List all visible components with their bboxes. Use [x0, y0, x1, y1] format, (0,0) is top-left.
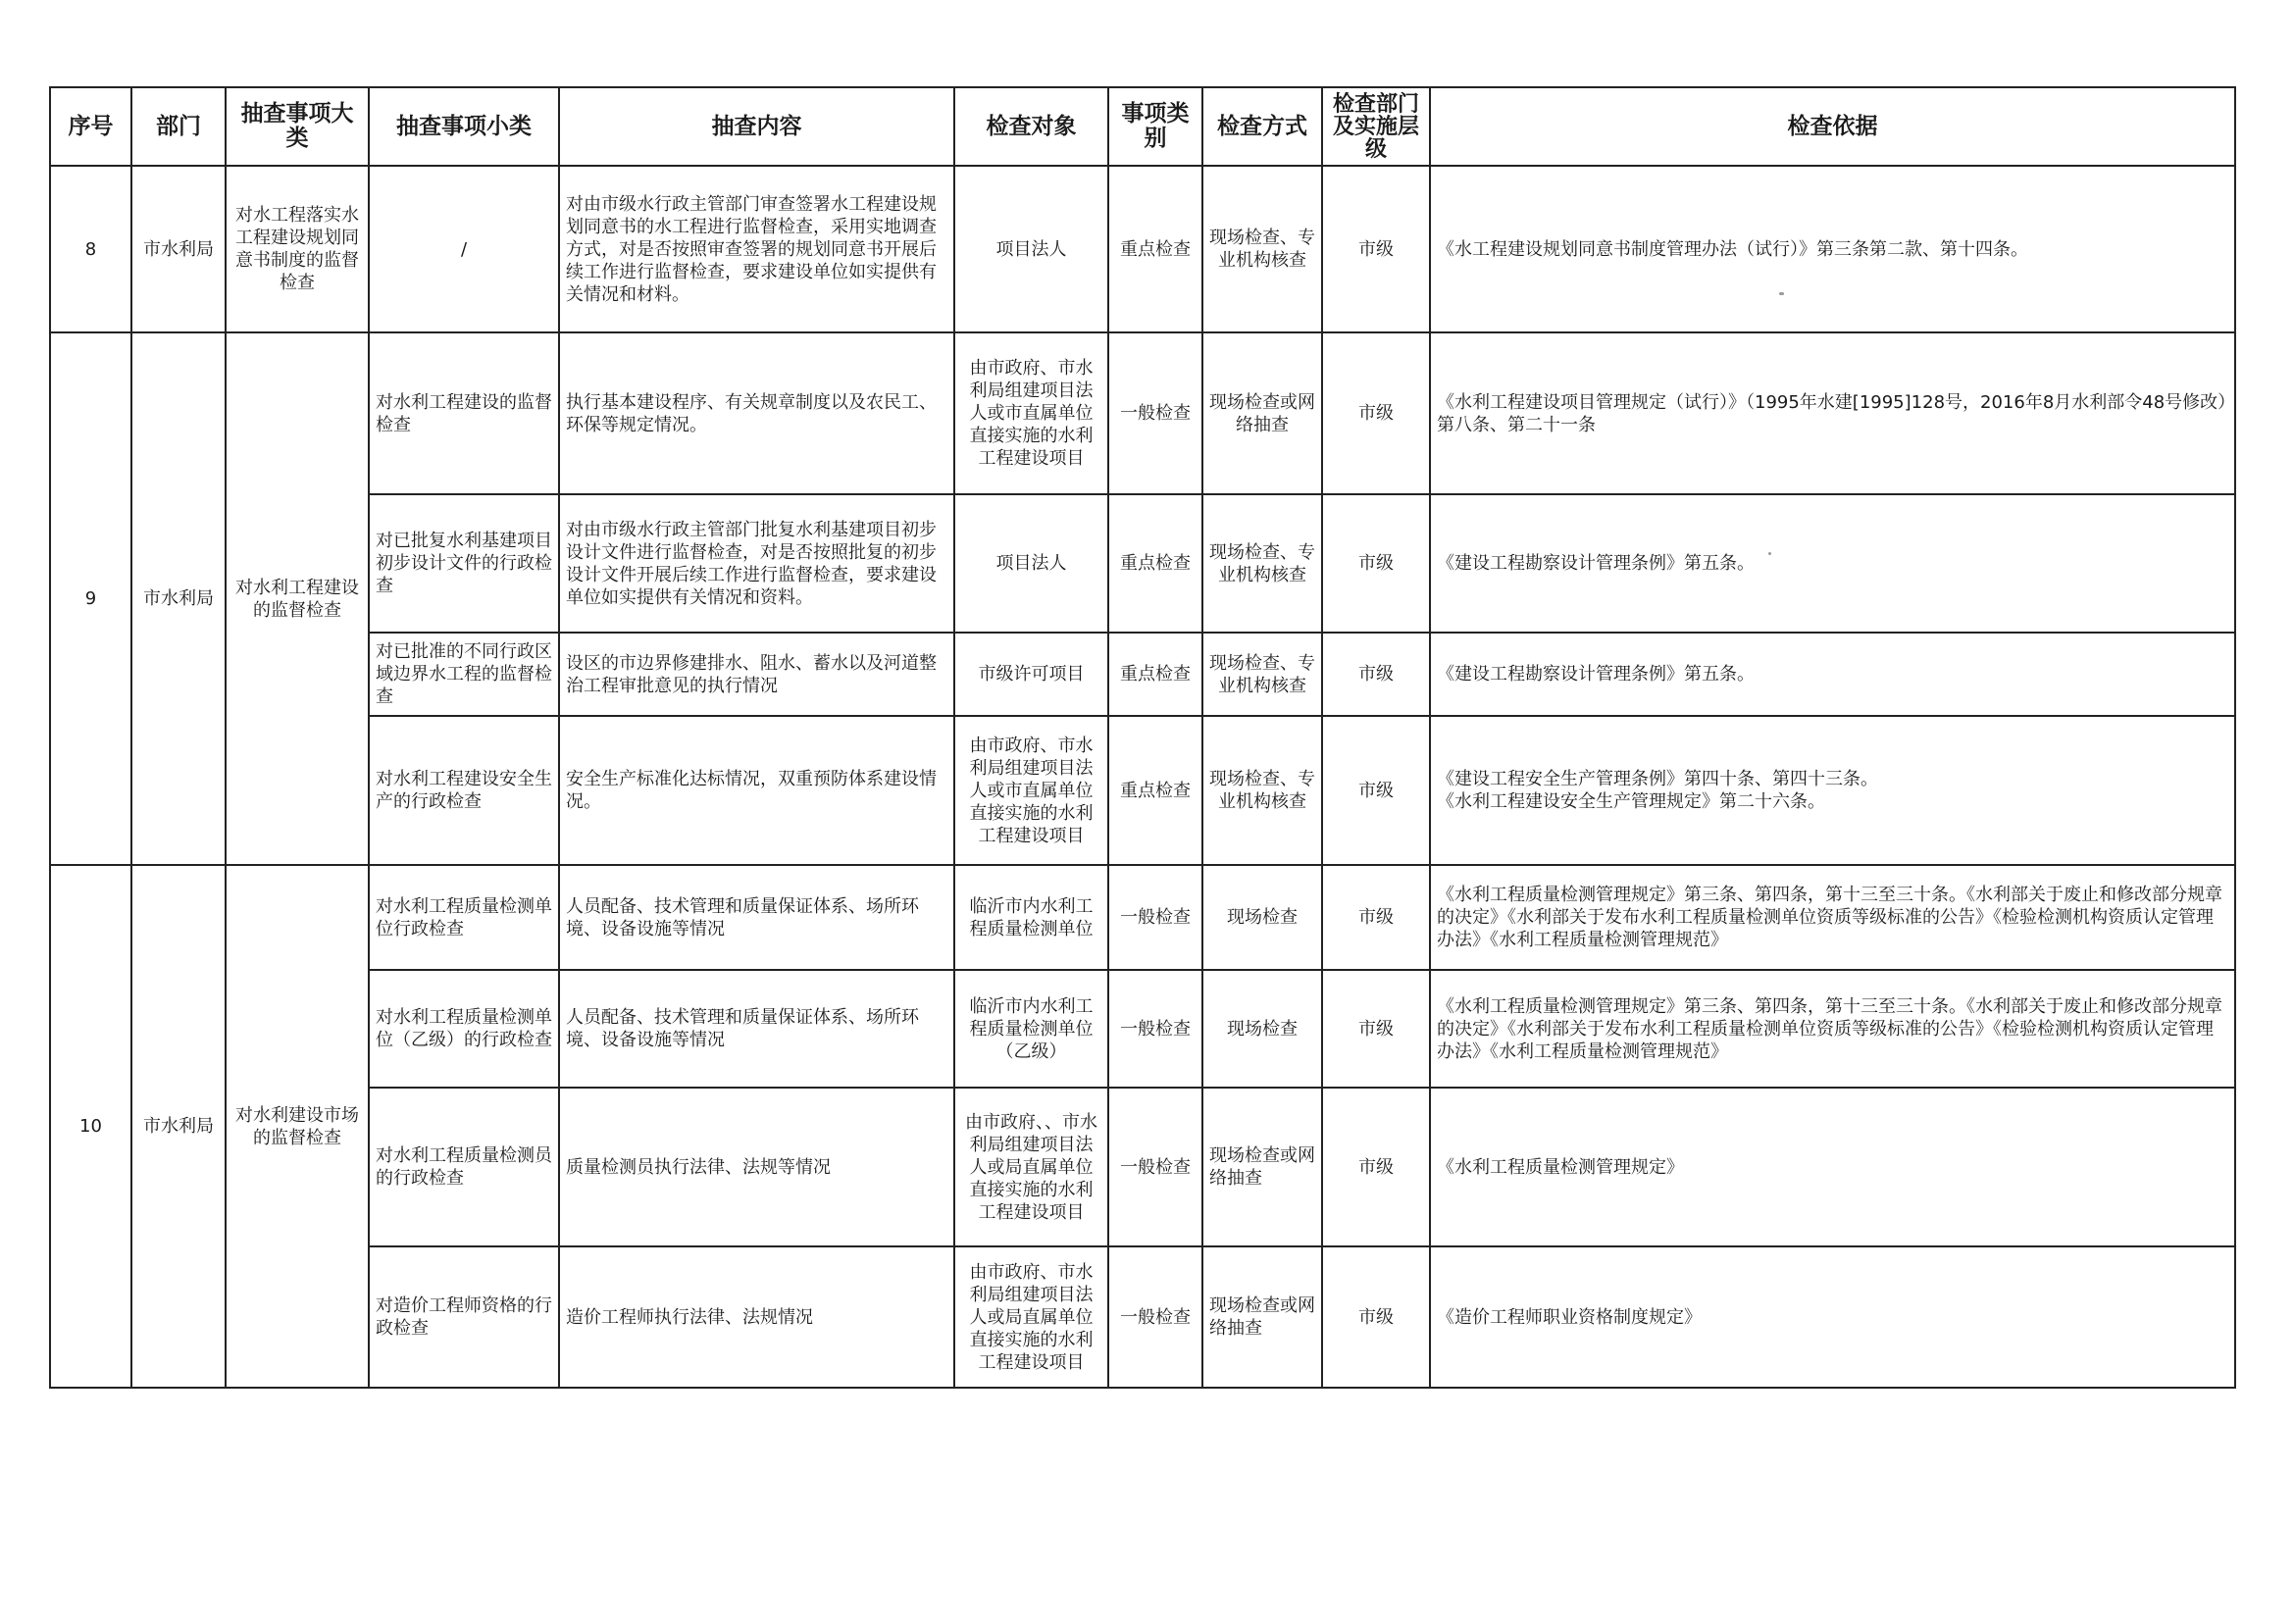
level-cell: 市级 [1322, 1246, 1430, 1388]
seq-cell: 8 [50, 166, 131, 332]
type-cell: 重点检查 [1108, 494, 1202, 633]
target-cell: 由市政府、、市水利局组建项目法人或局直属单位直接实施的水利工程建设项目 [954, 1088, 1108, 1246]
category-cell: 对水工程落实水工程建设规划同意书制度的监督检查 [226, 166, 369, 332]
basis-cell: 《建设工程勘察设计管理条例》第五条。 [1430, 494, 2235, 633]
target-cell: 由市政府、市水利局组建项目法人或市直属单位直接实施的水利工程建设项目 [954, 716, 1108, 865]
table-row [50, 1088, 2235, 1246]
type-cell: 一般检查 [1108, 1088, 1202, 1246]
method-cell: 现场检查、专业机构核查 [1202, 633, 1322, 716]
content-cell: 人员配备、技术管理和质量保证体系、场所环境、设备设施等情况 [559, 970, 954, 1088]
method-cell: 现场检查 [1202, 865, 1322, 970]
subcategory-cell: 对水利工程建设安全生产的行政检查 [369, 716, 559, 865]
type-cell: 一般检查 [1108, 332, 1202, 494]
basis-cell: 《水利工程质量检测管理规定》第三条、第四条，第十三至三十条。《水利部关于废止和修改部分规章的决定》《水利部关于发布水利工程质量检测单位资质等级标准的公告》《检验检测机构资质认定管理办法》《水利工程质量检测管理规范》 [1430, 865, 2235, 970]
method-cell: 现场检查、专业机构核查 [1202, 166, 1322, 332]
table-row [50, 494, 2235, 633]
subcategory-cell: / [369, 166, 559, 332]
basis-cell: 《建设工程勘察设计管理条例》第五条。 [1430, 633, 2235, 716]
header-category: 抽查事项大类 [226, 87, 369, 166]
content-cell: 造价工程师执行法律、法规情况 [559, 1246, 954, 1388]
table-row [50, 970, 2235, 1088]
target-cell: 项目法人 [954, 166, 1108, 332]
target-cell: 临沂市内水利工程质量检测单位（乙级） [954, 970, 1108, 1088]
header-subcategory: 抽查事项小类 [369, 87, 559, 166]
category-cell: 对水利建设市场的监督检查 [226, 865, 369, 1388]
header-dept: 部门 [131, 87, 226, 166]
table-row [50, 865, 2235, 970]
level-cell: 市级 [1322, 633, 1430, 716]
type-cell: 一般检查 [1108, 1246, 1202, 1388]
level-cell: 市级 [1322, 166, 1430, 332]
subcategory-cell: 对水利工程质量检测单位行政检查 [369, 865, 559, 970]
content-cell: 质量检测员执行法律、法规等情况 [559, 1088, 954, 1246]
header-basis: 检查依据 [1430, 87, 2235, 166]
inspection-table [49, 86, 2236, 1389]
subcategory-cell: 对已批准的不同行政区域边界水工程的监督检查 [369, 633, 559, 716]
level-cell: 市级 [1322, 1088, 1430, 1246]
dept-cell: 市水利局 [131, 865, 226, 1388]
seq-cell: 10 [50, 865, 131, 1388]
table-row [50, 166, 2235, 332]
content-cell: 设区的市边界修建排水、阻水、蓄水以及河道整治工程审批意见的执行情况 [559, 633, 954, 716]
method-cell: 现场检查或网络抽查 [1202, 332, 1322, 494]
subcategory-cell: 对水利工程建设的监督检查 [369, 332, 559, 494]
dept-cell: 市水利局 [131, 166, 226, 332]
basis-cell: 《水利工程质量检测管理规定》第三条、第四条，第十三至三十条。《水利部关于废止和修改部分规章的决定》《水利部关于发布水利工程质量检测单位资质等级标准的公告》《检验检测机构资质认定管理办法》《水利工程质量检测管理规范》 [1430, 970, 2235, 1088]
subcategory-cell: 对造价工程师资格的行政检查 [369, 1246, 559, 1388]
content-cell: 对由市级水行政主管部门批复水利基建项目初步设计文件进行监督检查，对是否按照批复的初步设计文件开展后续工作进行监督检查，要求建设单位如实提供有关情况和资料。 [559, 494, 954, 633]
table-row [50, 633, 2235, 716]
level-cell: 市级 [1322, 865, 1430, 970]
level-cell: 市级 [1322, 332, 1430, 494]
type-cell: 一般检查 [1108, 865, 1202, 970]
header-level: 检查部门及实施层级 [1322, 87, 1430, 166]
method-cell: 现场检查或网络抽查 [1202, 1246, 1322, 1388]
header-method: 检查方式 [1202, 87, 1322, 166]
level-cell: 市级 [1322, 716, 1430, 865]
method-cell: 现场检查、专业机构核查 [1202, 716, 1322, 865]
basis-cell: 《建设工程安全生产管理条例》第四十条、第四十三条。 《水利工程建设安全生产管理规定》第二十六条。 [1430, 716, 2235, 865]
seq-cell: 9 [50, 332, 131, 865]
type-cell: 重点检查 [1108, 633, 1202, 716]
basis-cell: 《水利工程质量检测管理规定》 [1430, 1088, 2235, 1246]
method-cell: 现场检查 [1202, 970, 1322, 1088]
method-cell: 现场检查或网络抽查 [1202, 1088, 1322, 1246]
type-cell: 重点检查 [1108, 716, 1202, 865]
subcategory-cell: 对水利工程质量检测单位（乙级）的行政检查 [369, 970, 559, 1088]
header-type: 事项类别 [1108, 87, 1202, 166]
scan-speck [1768, 552, 1771, 555]
content-cell: 对由市级水行政主管部门审查签署水工程建设规划同意书的水工程进行监督检查，采用实地调查方式，对是否按照审查签署的规划同意书开展后续工作进行监督检查，要求建设单位如实提供有关情况和材料。 [559, 166, 954, 332]
type-cell: 一般检查 [1108, 970, 1202, 1088]
category-cell: 对水利工程建设的监督检查 [226, 332, 369, 865]
target-cell: 临沂市内水利工程质量检测单位 [954, 865, 1108, 970]
content-cell: 执行基本建设程序、有关规章制度以及农民工、环保等规定情况。 [559, 332, 954, 494]
target-cell: 项目法人 [954, 494, 1108, 633]
header-content: 抽查内容 [559, 87, 954, 166]
basis-cell: 《水利工程建设项目管理规定（试行）》（1995年水建[1995]128号，2016年8月水利部令48号修改）第八条、第二十一条 [1430, 332, 2235, 494]
basis-cell: 《水工程建设规划同意书制度管理办法（试行）》第三条第二款、第十四条。 [1430, 166, 2235, 332]
target-cell: 市级许可项目 [954, 633, 1108, 716]
table-row [50, 716, 2235, 865]
method-cell: 现场检查、专业机构核查 [1202, 494, 1322, 633]
target-cell: 由市政府、市水利局组建项目法人或局直属单位直接实施的水利工程建设项目 [954, 1246, 1108, 1388]
level-cell: 市级 [1322, 970, 1430, 1088]
scan-speck [1779, 292, 1784, 295]
subcategory-cell: 对水利工程质量检测员的行政检查 [369, 1088, 559, 1246]
table-row [50, 1246, 2235, 1388]
table-row [50, 332, 2235, 494]
content-cell: 人员配备、技术管理和质量保证体系、场所环境、设备设施等情况 [559, 865, 954, 970]
type-cell: 重点检查 [1108, 166, 1202, 332]
level-cell: 市级 [1322, 494, 1430, 633]
content-cell: 安全生产标准化达标情况，双重预防体系建设情况。 [559, 716, 954, 865]
subcategory-cell: 对已批复水利基建项目初步设计文件的行政检查 [369, 494, 559, 633]
dept-cell: 市水利局 [131, 332, 226, 865]
header-target: 检查对象 [954, 87, 1108, 166]
basis-cell: 《造价工程师职业资格制度规定》 [1430, 1246, 2235, 1388]
header-seq: 序号 [50, 87, 131, 166]
target-cell: 由市政府、市水利局组建项目法人或市直属单位直接实施的水利工程建设项目 [954, 332, 1108, 494]
header-row [50, 87, 2235, 166]
